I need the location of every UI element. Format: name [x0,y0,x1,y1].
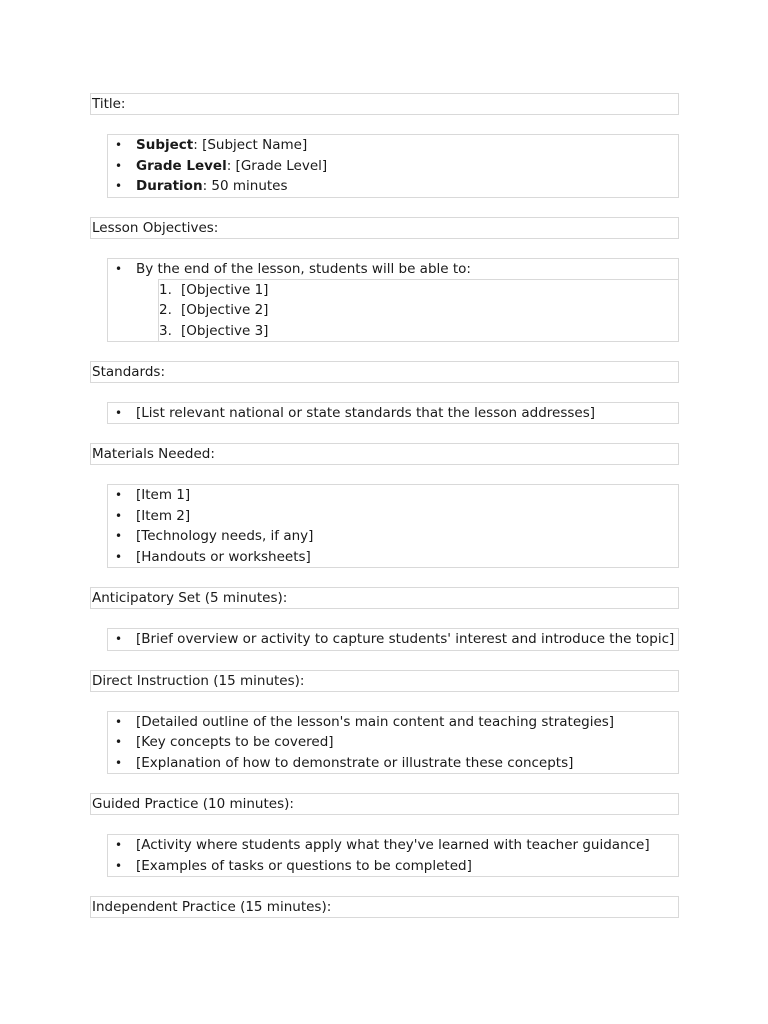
guided-practice-heading[interactable]: Guided Practice (10 minutes): [90,793,679,815]
list-item-duration [108,176,678,197]
grade-level-value: : [Grade Level] [226,157,328,174]
materials-heading[interactable]: Materials Needed: [90,443,679,465]
objectives-heading[interactable]: Lesson Objectives: [90,217,679,239]
standards-heading[interactable]: Standards: [90,361,679,383]
objective-number: 3. [159,322,172,339]
duration-value: : 50 minutes [202,178,288,194]
list-item-grade-level [108,156,678,177]
title-heading[interactable]: Title: [90,93,679,115]
list-item: • [Activity where students apply what they've learned with teacher guidance] [108,835,678,856]
subject-value: : [Subject Name] [193,137,308,153]
list-item: • [Handouts or worksheets] [108,547,678,568]
list-item: • [List relevant national or state standards that the lesson addresses] [108,403,678,424]
standards-list[interactable] [107,402,679,425]
grade-level-label: Grade Level [136,157,227,174]
list-item-subject [108,135,678,156]
objective-item [159,280,678,300]
info-list[interactable] [107,134,679,198]
anticipatory-heading[interactable]: Anticipatory Set (5 minutes): [90,587,679,609]
guided-practice-list[interactable] [107,834,679,877]
list-item: • [Brief overview or activity to capture students' interest and introduce the topic] [108,629,678,650]
objective-number: 2. [159,302,172,319]
direct-instruction-heading[interactable]: Direct Instruction (15 minutes): [90,670,679,692]
objectives-numbered-list[interactable] [158,279,678,341]
anticipatory-list[interactable] [107,628,679,651]
materials-list[interactable] [107,484,679,568]
objectives-list[interactable] [107,258,679,342]
list-item: • [Detailed outline of the lesson's main content and teaching strategies] [108,712,678,733]
objective-item [159,300,678,320]
list-item: • [Technology needs, if any] [108,526,678,547]
lesson-plan-document [90,93,679,937]
list-item: • [Item 1] [108,485,678,506]
objectives-intro-item [108,259,678,280]
list-item: • [Explanation of how to demonstrate or illustrate these concepts] [108,753,678,774]
duration-label: Duration [136,178,203,194]
direct-instruction-list[interactable] [107,711,679,775]
independent-practice-heading[interactable]: Independent Practice (15 minutes): [90,896,679,918]
objective-text: [Objective 1] [181,282,269,298]
objectives-intro-text: By the end of the lesson, students will be able to: [136,260,471,277]
list-item: • [Item 2] [108,506,678,527]
list-item: • [Key concepts to be covered] [108,732,678,753]
objective-number: 1. [159,282,172,298]
objective-text: [Objective 2] [181,302,269,319]
objective-text: [Objective 3] [181,322,269,339]
subject-label: Subject [136,137,194,153]
objective-item [159,321,678,341]
list-item: • [Examples of tasks or questions to be completed] [108,856,678,877]
